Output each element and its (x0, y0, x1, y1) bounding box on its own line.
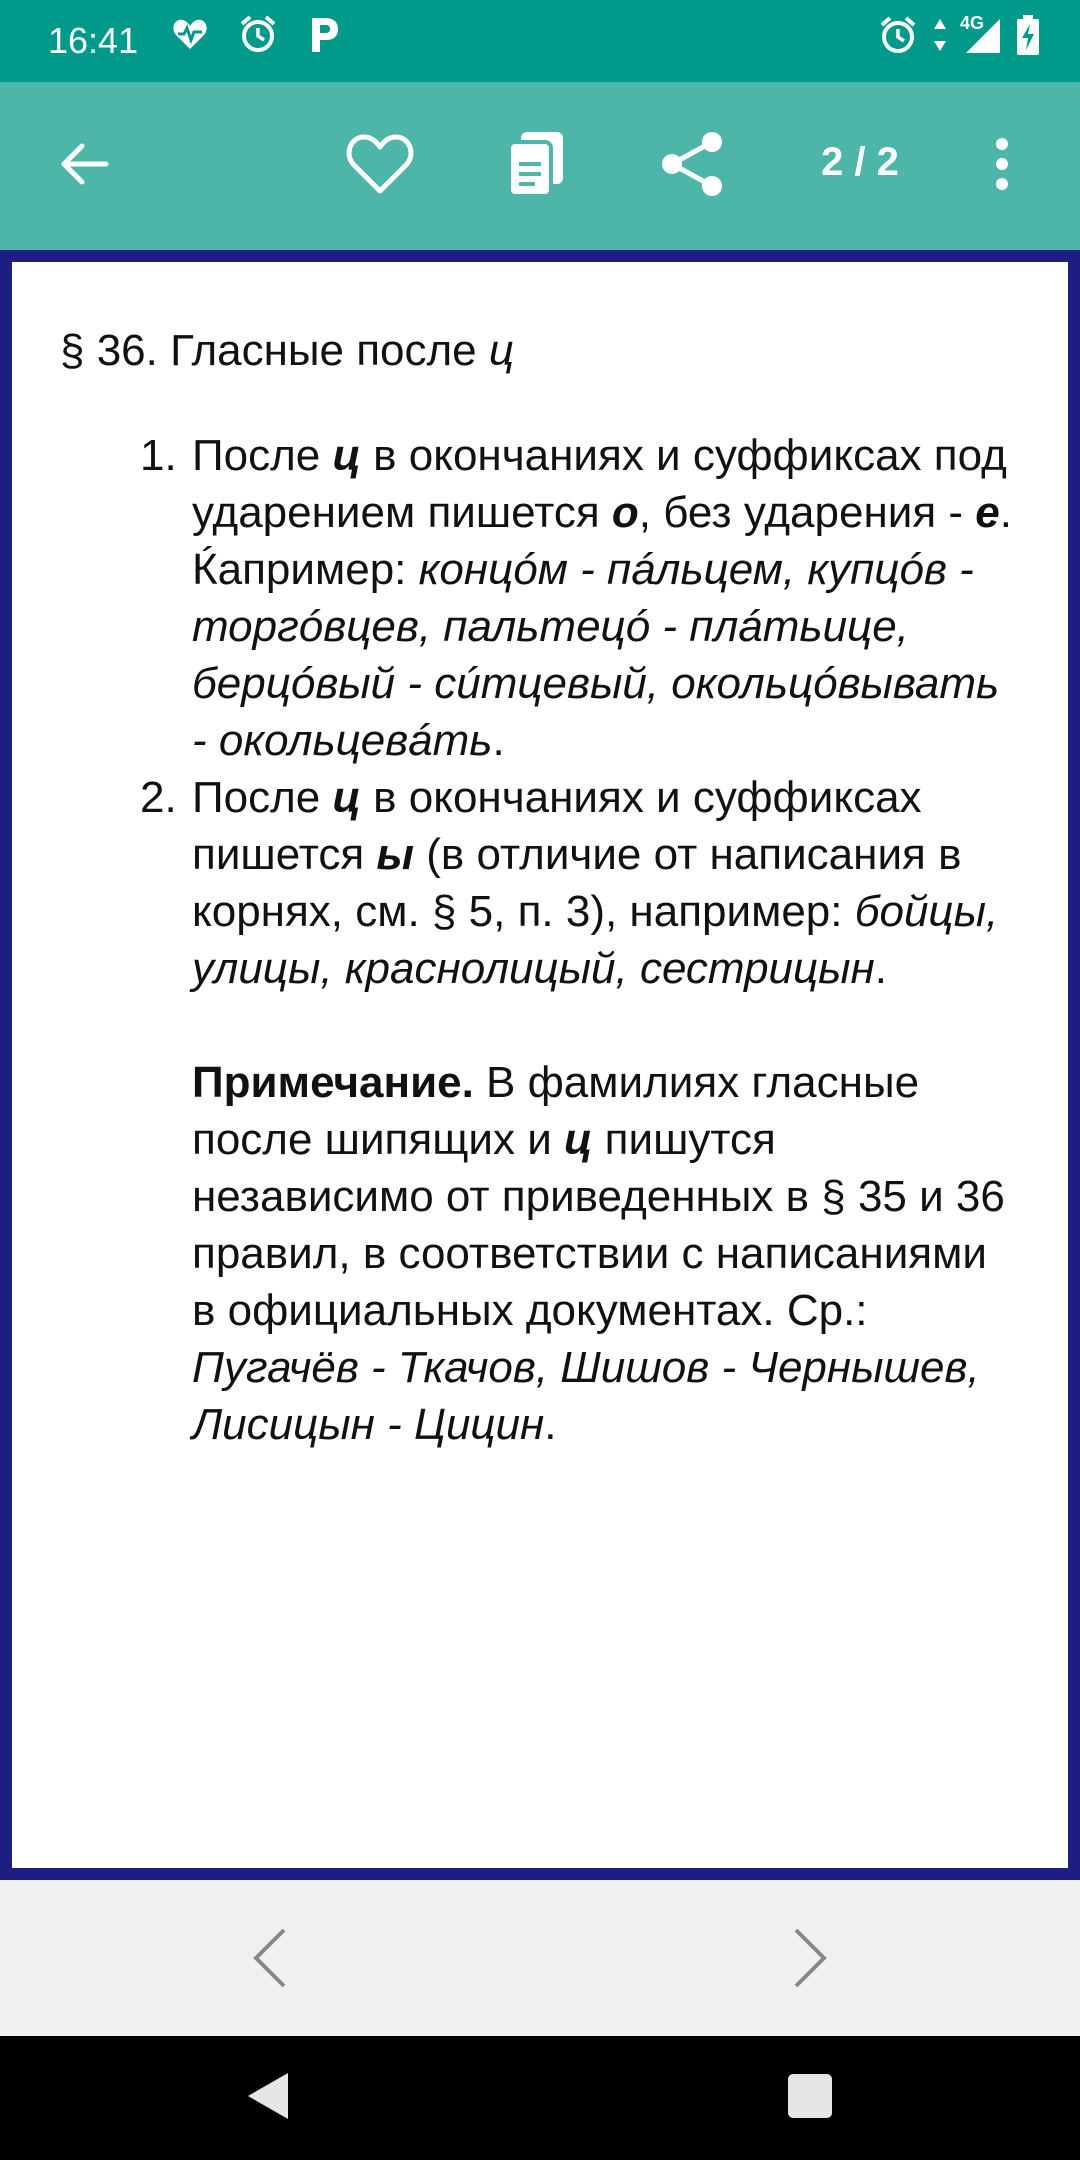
list-item: 2. После ц в окончаниях и суффиксах пишется ы (в отличие от написания в корнях, см. § 5, п. 3), например: бойцы, улицы, краснолицый, сестрицын. (140, 773, 999, 993)
page-navigation (0, 1880, 1080, 2036)
battery-charging-icon (1016, 14, 1040, 56)
more-options-button[interactable] (972, 124, 1032, 208)
heart-outline-icon (345, 133, 415, 200)
status-bar (0, 0, 1080, 82)
next-page-button[interactable] (770, 1920, 850, 2000)
status-time: 16:41 (48, 20, 139, 61)
more-vert-icon (994, 136, 1010, 197)
chevron-left-icon (250, 1926, 290, 1995)
favorite-button[interactable] (338, 124, 422, 208)
recents-square-icon (786, 2072, 834, 2125)
chevron-right-icon (790, 1926, 830, 1995)
alarm-icon (238, 14, 278, 54)
article-body (12, 262, 1068, 1868)
system-back-button[interactable] (236, 2066, 300, 2130)
article-heading: § 36. Гласные после ц (60, 326, 515, 375)
back-button[interactable] (42, 124, 126, 208)
app-toolbar (0, 82, 1080, 250)
content-frame (0, 250, 1080, 1880)
list-item: 1. После ц в окончаниях и суффиксах под ударением пишется о, без ударения - е. Ќапример: концóм - пáльцем, купцóв - торгóвцев, пальтецó - плáтьице, берцóвый - сúтцевый, окольцóвывать - окольцевáть. (140, 431, 1012, 765)
status-icons-left (172, 14, 340, 54)
copy-button[interactable] (494, 124, 578, 208)
note-paragraph: Примечание. В фамилиях гласные после шипящих и ц пишутся независимо от приведенных в § 35 и 36 правил, в соответствии с написаниями в официальных документах. Ср.: Пугачёв - Ткачов, Шишов - Чернышев, Лисицын - Цицин. (192, 1058, 1005, 1449)
back-triangle-icon (244, 2069, 292, 2128)
status-icons-right (878, 14, 1040, 56)
system-recents-button[interactable] (778, 2066, 842, 2130)
share-button[interactable] (650, 124, 734, 208)
parking-icon (308, 14, 340, 54)
alarm-icon (878, 15, 918, 55)
share-icon (658, 130, 726, 203)
rules-list (60, 427, 1020, 997)
copy-document-icon (505, 130, 567, 203)
system-navigation-bar (0, 2036, 1080, 2160)
data-arrows-icon (932, 15, 948, 55)
signal-icon (962, 15, 1002, 55)
page-counter: 2 / 2 (821, 140, 899, 184)
heart-rate-icon (172, 17, 208, 51)
network-type: 4G (960, 13, 985, 33)
back-arrow-icon (56, 136, 112, 197)
previous-page-button[interactable] (230, 1920, 310, 2000)
